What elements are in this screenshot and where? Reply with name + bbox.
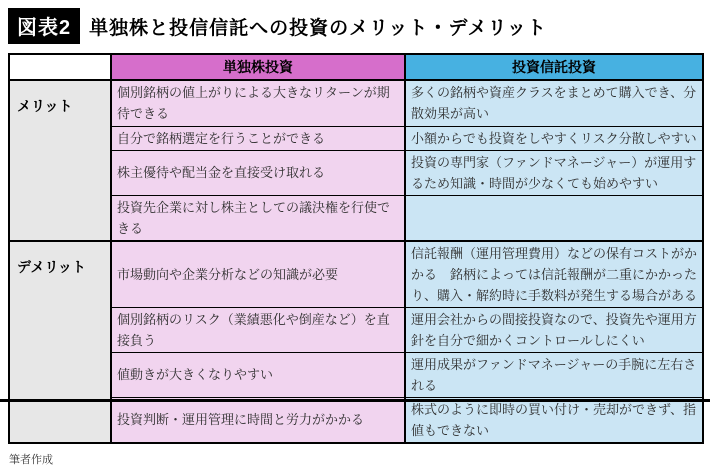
table-row	[9, 80, 703, 126]
table-row	[9, 307, 703, 352]
author-credit: 筆者作成	[9, 453, 53, 466]
merit-stock-4: 投資先企業に対し株主としての議決権を行使できる	[111, 195, 405, 241]
merit-fund-1: 多くの銘柄や資産クラスをまとめて購入でき、分散効果が高い	[405, 80, 703, 126]
demerit-fund-4: 株式のように即時の買い付け・売却ができず、指値もできない	[405, 397, 703, 443]
table-row	[9, 352, 703, 397]
figure-number-badge: 図表2	[8, 8, 80, 44]
table-row	[9, 126, 703, 150]
column-header-fund: 投資信託投資	[405, 54, 703, 80]
demerit-stock-2: 個別銘柄のリスク（業績悪化や倒産など）を直接負う	[111, 307, 405, 352]
merit-stock-2: 自分で銘柄選定を行うことができる	[111, 126, 405, 150]
merit-fund-3: 投資の専門家（ファンドマネージャー）が運用するため知識・時間が少なくても始めやすい	[405, 150, 703, 195]
figure-title-row	[8, 8, 702, 44]
demerit-stock-4: 投資判断・運用管理に時間と労力がかかる	[111, 397, 405, 443]
header-row	[9, 54, 703, 80]
figure-title: 単独株と投信信託への投資のメリット・デメリット	[89, 17, 547, 39]
merit-stock-1: 個別銘柄の値上がりによる大きなリターンが期待できる	[111, 80, 405, 126]
comparison-table	[8, 53, 704, 444]
merit-fund-4	[405, 195, 703, 241]
demerit-fund-3: 運用成果がファンドマネージャーの手腕に左右される	[405, 352, 703, 397]
corner-cell	[9, 54, 111, 80]
section-label-merit: メリット	[9, 80, 111, 241]
merit-stock-3: 株主優待や配当金を直接受け取れる	[111, 150, 405, 195]
table-row	[9, 195, 703, 241]
demerit-fund-2: 運用会社からの間接投資なので、投資先や運用方針を自分で細かくコントロールしにくい	[405, 307, 703, 352]
table-row	[9, 397, 703, 443]
column-header-stock: 単独株投資	[111, 54, 405, 80]
table-row	[9, 241, 703, 308]
demerit-stock-3: 値動きが大きくなりやすい	[111, 352, 405, 397]
table-row	[9, 150, 703, 195]
section-label-demerit: デメリット	[9, 241, 111, 443]
demerit-stock-1: 市場動向や企業分析などの知識が必要	[111, 241, 405, 308]
merit-fund-2: 小額からでも投資をしやすくリスク分散しやすい	[405, 126, 703, 150]
demerit-fund-1: 信託報酬（運用管理費用）などの保有コストがかかる 銘柄によっては信託報酬が二重にかかったり、購入・解約時に手数料が発生する場合がある	[405, 241, 703, 308]
